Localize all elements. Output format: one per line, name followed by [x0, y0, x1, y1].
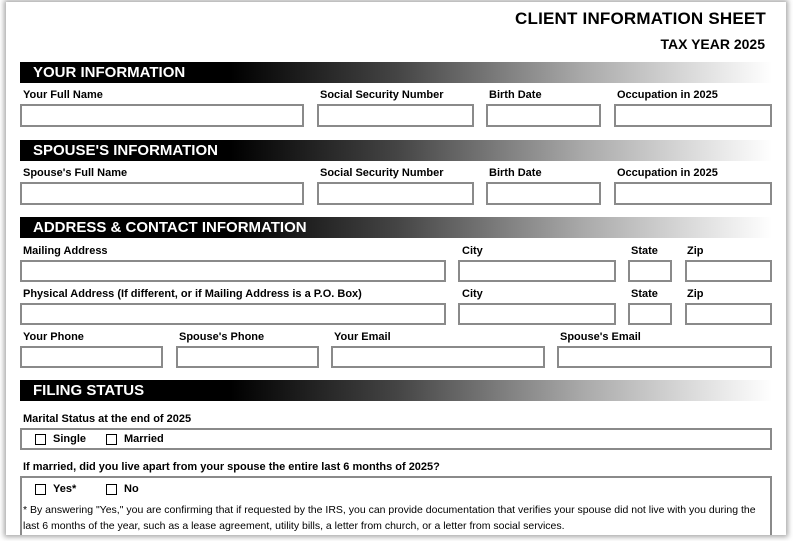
mailing-state-field[interactable] [628, 260, 672, 282]
section-your-information: YOUR INFORMATION [20, 62, 772, 83]
spouse-birth-date-label: Birth Date [489, 167, 542, 179]
no-checkbox[interactable] [106, 484, 117, 495]
your-occupation-field[interactable] [614, 104, 772, 127]
tax-year: TAX YEAR 2025 [660, 36, 765, 52]
physical-state-label: State [631, 288, 658, 300]
yes-label: Yes* [53, 483, 77, 495]
documentation-note: * By answering "Yes," you are confirming that if requested by the IRS, you can provide documentation that verifies your spouse did not live with you during the last 6 months of the year, such as a lease agreement, utility bills, a letter from church, or a letter from social services. [23, 504, 756, 532]
physical-zip-label: Zip [687, 288, 704, 300]
marital-status-label: Marital Status at the end of 2025 [23, 413, 192, 425]
section-spouse-information: SPOUSE'S INFORMATION [20, 140, 772, 161]
married-label: Married [124, 433, 164, 445]
your-birth-date-field[interactable] [486, 104, 601, 127]
mailing-address-field[interactable] [20, 260, 446, 282]
mailing-address-label: Mailing Address [23, 245, 108, 257]
spouse-birth-date-field[interactable] [486, 182, 601, 205]
spouse-phone-label: Spouse's Phone [179, 331, 265, 343]
spouse-full-name-field[interactable] [20, 182, 304, 205]
physical-city-label: City [462, 288, 483, 300]
physical-address-label: Physical Address (If different, or if Mailing Address is a P.O. Box) [23, 288, 362, 300]
married-checkbox[interactable] [106, 434, 117, 445]
spouse-ssn-field[interactable] [317, 182, 474, 205]
mailing-city-field[interactable] [458, 260, 616, 282]
section-address-contact: ADDRESS & CONTACT INFORMATION [20, 217, 772, 238]
your-email-label: Your Email [334, 331, 391, 343]
yes-checkbox[interactable] [35, 484, 46, 495]
marital-status-row [20, 428, 772, 450]
your-ssn-label: Social Security Number [320, 89, 444, 101]
physical-city-field[interactable] [458, 303, 616, 325]
your-ssn-field[interactable] [317, 104, 474, 127]
physical-address-field[interactable] [20, 303, 446, 325]
physical-zip-field[interactable] [685, 303, 772, 325]
mailing-zip-field[interactable] [685, 260, 772, 282]
live-apart-row [20, 476, 772, 535]
mailing-zip-label: Zip [687, 245, 704, 257]
spouse-email-label: Spouse's Email [560, 331, 641, 343]
live-apart-question: If married, did you live apart from your spouse the entire last 6 months of 2025? [23, 461, 440, 473]
your-birth-date-label: Birth Date [489, 89, 542, 101]
page-title: CLIENT INFORMATION SHEET [515, 9, 766, 28]
spouse-email-field[interactable] [557, 346, 772, 368]
spouse-phone-field[interactable] [176, 346, 319, 368]
section-filing-status: FILING STATUS [20, 380, 772, 401]
client-information-sheet [6, 2, 786, 535]
single-checkbox[interactable] [35, 434, 46, 445]
spouse-occupation-field[interactable] [614, 182, 772, 205]
no-label: No [124, 483, 139, 495]
your-phone-field[interactable] [20, 346, 163, 368]
spouse-occupation-label: Occupation in 2025 [617, 167, 718, 179]
spouse-full-name-label: Spouse's Full Name [23, 167, 128, 179]
your-full-name-field[interactable] [20, 104, 304, 127]
your-occupation-label: Occupation in 2025 [617, 89, 718, 101]
your-full-name-label: Your Full Name [23, 89, 103, 101]
spouse-ssn-label: Social Security Number [320, 167, 444, 179]
single-label: Single [53, 433, 87, 445]
physical-state-field[interactable] [628, 303, 672, 325]
your-phone-label: Your Phone [23, 331, 84, 343]
mailing-city-label: City [462, 245, 483, 257]
mailing-state-label: State [631, 245, 658, 257]
your-email-field[interactable] [331, 346, 545, 368]
